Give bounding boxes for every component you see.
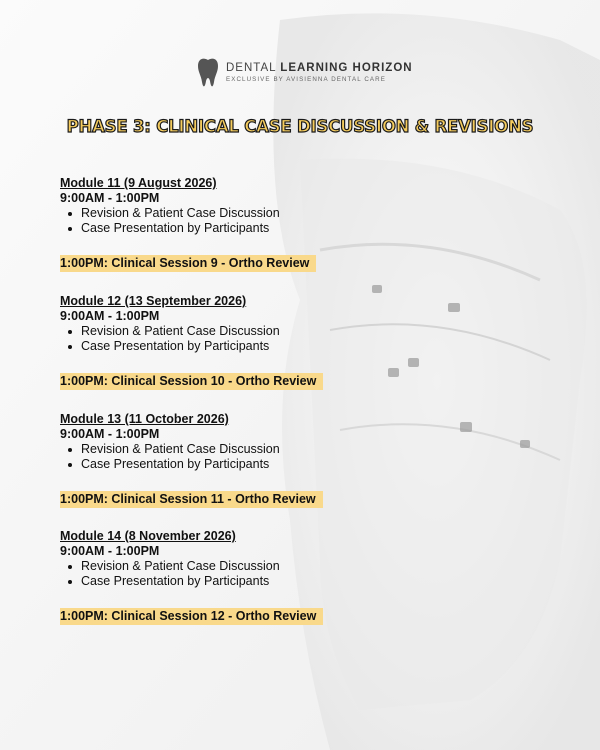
module-topics [60,324,380,354]
clinical-session: 1:00PM: Clinical Session 9 - Ortho Review [60,255,316,272]
topic-item: Revision & Patient Case Discussion [81,442,380,457]
module-time: 9:00AM - 1:00PM [60,309,160,323]
topic-item: Revision & Patient Case Discussion [81,559,380,574]
module-14 [60,529,380,625]
module-topics [60,206,380,236]
brand-tagline: EXCLUSIVE BY AVISIENNA DENTAL CARE [226,76,386,84]
topic-item: Revision & Patient Case Discussion [81,324,380,339]
brand-name-light: DENTAL [226,61,277,74]
module-topics [60,442,380,472]
module-time: 9:00AM - 1:00PM [60,544,160,558]
brand-logo [197,57,413,89]
module-title: Module 14 (8 November 2026) [60,529,236,543]
topic-item: Case Presentation by Participants [81,221,380,236]
clinical-session: 1:00PM: Clinical Session 12 - Ortho Review [60,608,323,625]
module-13 [60,412,380,508]
module-title: Module 11 (9 August 2026) [60,176,217,190]
topic-item: Case Presentation by Participants [81,457,380,472]
module-11 [60,176,380,272]
module-title: Module 13 (11 October 2026) [60,412,229,426]
tooth-icon [197,57,219,89]
module-12 [60,294,380,390]
module-time: 9:00AM - 1:00PM [60,191,160,205]
module-time: 9:00AM - 1:00PM [60,427,160,441]
brand-name-bold: LEARNING HORIZON [280,61,413,74]
module-title: Module 12 (13 September 2026) [60,294,247,308]
brand-name [226,63,413,75]
topic-item: Revision & Patient Case Discussion [81,206,380,221]
module-topics [60,559,380,589]
topic-item: Case Presentation by Participants [81,574,380,589]
phase-title: PHASE 3: CLINICAL CASE DISCUSSION & REVISIONS [66,117,534,136]
topic-item: Case Presentation by Participants [81,339,380,354]
clinical-session: 1:00PM: Clinical Session 10 - Ortho Review [60,373,323,390]
clinical-session: 1:00PM: Clinical Session 11 - Ortho Review [60,491,323,508]
